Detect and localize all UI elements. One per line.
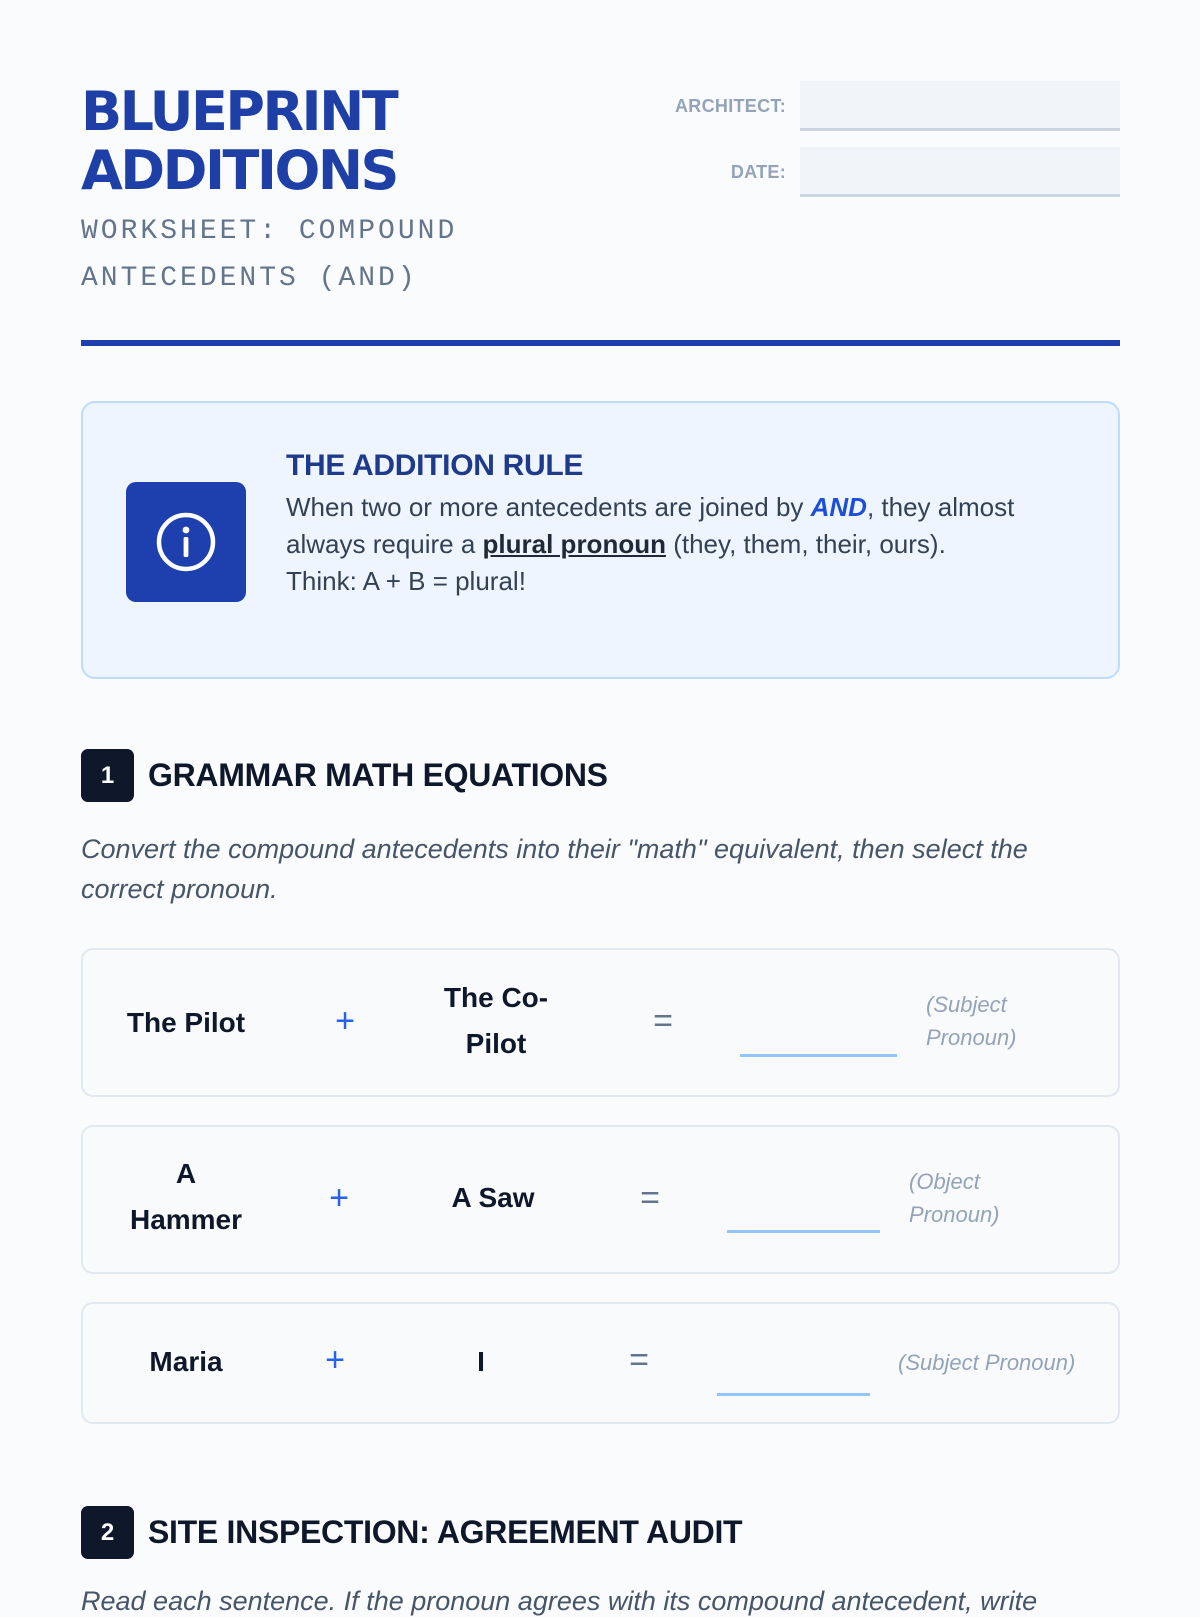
header-divider <box>81 340 1120 346</box>
equation-term-b: I <box>477 1346 485 1377</box>
pronoun-type-hint: (Subject Pronoun) <box>926 992 1017 1050</box>
equation-card <box>81 1302 1120 1424</box>
section-2-number-badge: 2 <box>81 1506 134 1559</box>
addition-rule-body <box>286 489 1046 600</box>
architect-label: ARCHITECT: <box>675 95 786 116</box>
equals-sign: = <box>653 1002 673 1040</box>
rule-plural-pronoun: plural pronoun <box>482 529 666 559</box>
equation-term-a: Maria <box>149 1346 223 1377</box>
answer-blank[interactable] <box>727 1230 880 1233</box>
title-line-1: BLUEPRINT <box>81 80 397 143</box>
rule-think-line: Think: A + B = plural! <box>286 566 526 596</box>
date-field[interactable] <box>800 147 1120 197</box>
worksheet-subtitle: WORKSHEET: COMPOUND ANTECEDENTS (AND) <box>81 216 458 294</box>
section-1-heading <box>81 749 608 802</box>
section-2-instructions: Read each sentence. If the pronoun agrees with its compound antecedent, write <box>81 1586 1038 1616</box>
section-1-instructions: Convert the compound antecedents into their "math" equivalent, then select the correct pronoun. <box>81 834 1028 904</box>
architect-row <box>650 80 1120 132</box>
date-row <box>650 146 1120 198</box>
plus-sign: + <box>329 1179 349 1217</box>
date-label: DATE: <box>730 161 786 182</box>
pronoun-type-hint: (Subject Pronoun) <box>898 1350 1076 1375</box>
equation-term-b: A Saw <box>451 1182 535 1213</box>
section-1-title: GRAMMAR MATH EQUATIONS <box>148 757 608 793</box>
equation-term-a: The Pilot <box>126 1007 246 1038</box>
worksheet-header <box>81 0 1120 348</box>
info-icon <box>126 482 246 602</box>
plus-sign: + <box>325 1341 345 1379</box>
rule-text-middle: , they almost always require a <box>286 492 1015 559</box>
rule-text-after: (they, them, their, ours). <box>665 529 946 559</box>
worksheet-page <box>81 0 1120 1616</box>
equation-term-a: A Hammer <box>129 1158 243 1235</box>
addition-rule-title: THE ADDITION RULE <box>286 449 584 482</box>
addition-rule-text <box>286 449 1046 600</box>
plus-sign: + <box>335 1002 355 1040</box>
addition-rule-box <box>81 401 1120 679</box>
rule-text-before: When two or more antecedents are joined by <box>286 492 811 522</box>
section-2-heading <box>81 1506 742 1559</box>
equation-term-b: The Co-Pilot <box>443 982 549 1059</box>
worksheet-meta <box>650 80 1120 212</box>
architect-field[interactable] <box>800 81 1120 131</box>
worksheet-title <box>81 82 397 200</box>
equation-card <box>81 1125 1120 1274</box>
section-1-number-badge: 1 <box>81 749 134 802</box>
answer-blank[interactable] <box>717 1393 870 1396</box>
pronoun-type-hint: (Object Pronoun) <box>909 1169 1000 1227</box>
answer-blank[interactable] <box>740 1054 897 1057</box>
rule-keyword-and: AND <box>810 492 867 522</box>
title-line-2: ADDITIONS <box>81 139 397 202</box>
section-2-title: SITE INSPECTION: AGREEMENT AUDIT <box>148 1514 743 1550</box>
equation-card <box>81 948 1120 1097</box>
equals-sign: = <box>629 1341 649 1379</box>
equals-sign: = <box>640 1179 660 1217</box>
